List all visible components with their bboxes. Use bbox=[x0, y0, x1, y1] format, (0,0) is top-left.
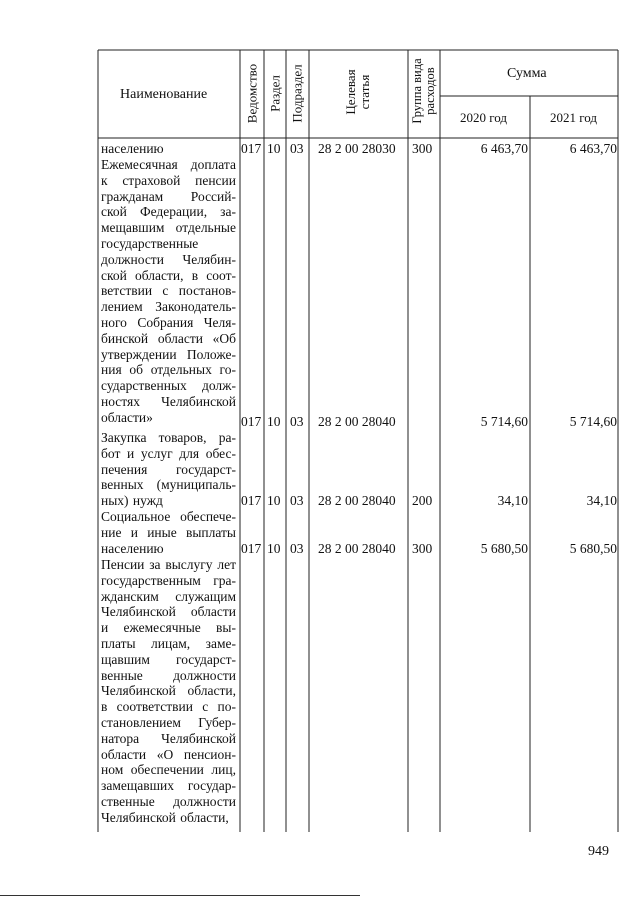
row-value-2021: 5 714,60 bbox=[569, 414, 617, 429]
header-year-2021: 2021 год bbox=[550, 110, 597, 125]
row-section: 10 bbox=[267, 414, 281, 429]
row-dept: 017 bbox=[241, 414, 262, 429]
row-value-2020: 5 680,50 bbox=[480, 541, 528, 556]
row-target: 28 2 00 28040 bbox=[318, 493, 396, 508]
row-dept: 017 bbox=[241, 141, 262, 156]
row-section: 10 bbox=[267, 493, 281, 508]
row-name: Пенсии за выслугу лет государственным гра-жданским служащим Челябинской области и ежемесячные вы-платы лицам, заме-щавшим государст-венные должности Челябинской области, в соответствии с по-становлением Губер-натора Челябинской области «О пенсион-ном обеспечении лиц, замещавших государ-ственные должности Челябинской области, bbox=[101, 557, 236, 825]
row-subsection: 03 bbox=[290, 414, 304, 429]
row-target: 28 2 00 28030 bbox=[318, 141, 396, 156]
footer-rule bbox=[0, 895, 360, 896]
row-dept: 017 bbox=[241, 541, 262, 556]
row-value-2020: 6 463,70 bbox=[480, 141, 528, 156]
row-group: 300 bbox=[412, 141, 433, 156]
row-subsection: 03 bbox=[290, 141, 304, 156]
row-value-2021: 34,10 bbox=[586, 493, 617, 508]
header-name: Наименование bbox=[120, 87, 208, 102]
row-group: 300 bbox=[412, 541, 433, 556]
row-value-2021: 6 463,70 bbox=[569, 141, 617, 156]
page-number: 949 bbox=[588, 844, 609, 859]
row-value-2021: 5 680,50 bbox=[569, 541, 617, 556]
row-target: 28 2 00 28040 bbox=[318, 414, 396, 429]
header-sum: Сумма bbox=[507, 66, 547, 81]
row-section: 10 bbox=[267, 541, 281, 556]
row-name: Закупка товаров, ра-бот и услуг для обес-печения государст-венных (муниципаль-ных) нужд bbox=[101, 430, 236, 509]
row-name: Ежемесячная доплата к страховой пенсии гражданам Россий-ской Федерации, за-мещавшим отдельные государственные должности Челябин-ской области, в соот-ветствии с постанов-лением Законодатель-ного Собрания Челя-бинской области «Об утверждении Положе-ния об отдельных го-сударственных долж-ностях Челябинской области» bbox=[101, 157, 236, 425]
header-group: Группа вида расходов bbox=[410, 58, 437, 124]
header-year-2020: 2020 год bbox=[460, 110, 507, 125]
header-target: Целевая статья bbox=[343, 69, 372, 115]
row-dept: 017 bbox=[241, 493, 262, 508]
row-section: 10 bbox=[267, 141, 281, 156]
row-name: Социальное обеспече-ние и иные выплаты населению bbox=[101, 509, 236, 556]
header-subsection: Подраздел bbox=[289, 64, 305, 123]
row-target: 28 2 00 28040 bbox=[318, 541, 396, 556]
header-dept: Ведомство bbox=[244, 63, 260, 124]
row-group: 200 bbox=[412, 493, 433, 508]
row-subsection: 03 bbox=[290, 493, 304, 508]
row-value-2020: 5 714,60 bbox=[480, 414, 528, 429]
row-name: населению bbox=[101, 141, 164, 156]
row-subsection: 03 bbox=[290, 541, 304, 556]
header-section: Раздел bbox=[267, 75, 283, 112]
row-value-2020: 34,10 bbox=[497, 493, 528, 508]
